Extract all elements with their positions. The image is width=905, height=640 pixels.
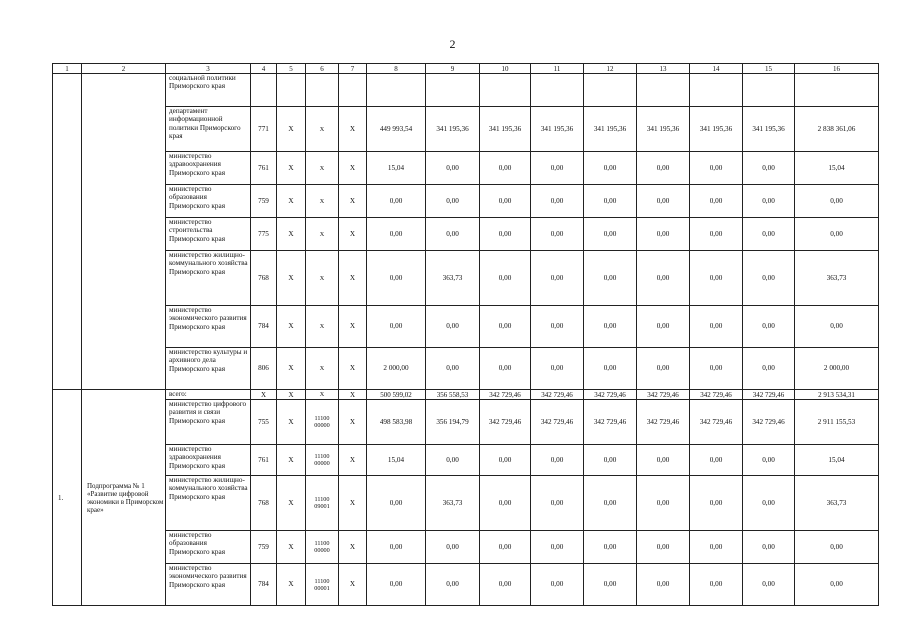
expense-type-cell: X <box>339 531 367 564</box>
section-code-cell: X <box>277 152 306 185</box>
target-article-cell: 11100 00000 <box>306 531 339 564</box>
amount-cell-9: 0,00 <box>426 185 480 218</box>
grbs-code-cell: 761 <box>251 152 277 185</box>
amount-cell-15: 0,00 <box>743 185 795 218</box>
amount-cell-12: 341 195,36 <box>584 107 637 152</box>
amount-cell-8: 498 583,98 <box>367 400 426 445</box>
amount-cell-8: 0,00 <box>367 531 426 564</box>
row-number-cell <box>53 74 82 390</box>
amount-cell-14: 342 729,46 <box>690 390 743 400</box>
target-article-cell: X <box>306 251 339 306</box>
amount-cell-12: 0,00 <box>584 218 637 251</box>
amount-cell-15: 0,00 <box>743 476 795 531</box>
amount-cell-14: 0,00 <box>690 185 743 218</box>
column-number-9: 9 <box>426 64 480 74</box>
amount-cell-15: 342 729,46 <box>743 390 795 400</box>
amount-cell-15: 0,00 <box>743 445 795 476</box>
amount-cell-16: 15,04 <box>795 445 879 476</box>
amount-cell-10: 0,00 <box>480 306 531 348</box>
amount-cell-14: 341 195,36 <box>690 107 743 152</box>
table-row <box>53 531 879 564</box>
amount-cell-10: 0,00 <box>480 476 531 531</box>
responsible-executor-cell: министерство жилищно-коммунального хозяйства Приморского края <box>166 251 251 306</box>
target-article-cell: X <box>306 185 339 218</box>
amount-cell-10: 0,00 <box>480 445 531 476</box>
amount-cell-11 <box>531 74 584 107</box>
section-code-cell: X <box>277 564 306 606</box>
section-code-cell: X <box>277 107 306 152</box>
column-number-7: 7 <box>339 64 367 74</box>
section-code-cell: X <box>277 251 306 306</box>
amount-cell-14: 0,00 <box>690 564 743 606</box>
expense-type-cell: X <box>339 306 367 348</box>
amount-cell-11: 342 729,46 <box>531 390 584 400</box>
amount-cell-8: 0,00 <box>367 218 426 251</box>
amount-cell-9: 341 195,36 <box>426 107 480 152</box>
section-code-cell: X <box>277 531 306 564</box>
amount-cell-13 <box>637 74 690 107</box>
grbs-code-cell: 768 <box>251 476 277 531</box>
table-row <box>53 306 879 348</box>
amount-cell-15: 0,00 <box>743 348 795 390</box>
target-article-cell: 11100 00000 <box>306 445 339 476</box>
amount-cell-12: 0,00 <box>584 185 637 218</box>
amount-cell-13: 0,00 <box>637 218 690 251</box>
expense-type-cell: X <box>339 251 367 306</box>
table-row <box>53 218 879 251</box>
amount-cell-9: 0,00 <box>426 152 480 185</box>
amount-cell-11: 0,00 <box>531 445 584 476</box>
amount-cell-16: 2 000,00 <box>795 348 879 390</box>
amount-cell-16: 2 911 155,53 <box>795 400 879 445</box>
amount-cell-13: 0,00 <box>637 445 690 476</box>
amount-cell-15 <box>743 74 795 107</box>
table-row <box>53 390 879 400</box>
column-number-10: 10 <box>480 64 531 74</box>
amount-cell-13: 0,00 <box>637 476 690 531</box>
responsible-executor-cell: министерство культуры и архивного дела Приморского края <box>166 348 251 390</box>
amount-cell-11: 0,00 <box>531 152 584 185</box>
amount-cell-13: 0,00 <box>637 251 690 306</box>
amount-cell-10: 0,00 <box>480 348 531 390</box>
amount-cell-14: 342 729,46 <box>690 400 743 445</box>
amount-cell-8: 0,00 <box>367 306 426 348</box>
amount-cell-12: 342 729,46 <box>584 400 637 445</box>
expense-type-cell: X <box>339 564 367 606</box>
amount-cell-13: 0,00 <box>637 152 690 185</box>
target-article-cell: X <box>306 218 339 251</box>
grbs-code-cell: 759 <box>251 185 277 218</box>
amount-cell-9: 0,00 <box>426 306 480 348</box>
amount-cell-15: 0,00 <box>743 531 795 564</box>
column-number-6: 6 <box>306 64 339 74</box>
amount-cell-16: 2 838 361,06 <box>795 107 879 152</box>
amount-cell-8: 15,04 <box>367 152 426 185</box>
amount-cell-9: 356 558,53 <box>426 390 480 400</box>
amount-cell-15: 0,00 <box>743 564 795 606</box>
amount-cell-8: 0,00 <box>367 564 426 606</box>
responsible-executor-cell: министерство цифрового развития и связи Приморского края <box>166 400 251 445</box>
amount-cell-12: 342 729,46 <box>584 390 637 400</box>
amount-cell-10: 0,00 <box>480 152 531 185</box>
amount-cell-15: 0,00 <box>743 152 795 185</box>
amount-cell-8: 449 993,54 <box>367 107 426 152</box>
amount-cell-14: 0,00 <box>690 476 743 531</box>
amount-cell-11: 0,00 <box>531 531 584 564</box>
amount-cell-9: 363,73 <box>426 476 480 531</box>
amount-cell-8: 15,04 <box>367 445 426 476</box>
amount-cell-16: 0,00 <box>795 531 879 564</box>
amount-cell-9: 356 194,79 <box>426 400 480 445</box>
table-row <box>53 400 879 445</box>
amount-cell-10 <box>480 74 531 107</box>
target-article-cell: X <box>306 107 339 152</box>
column-number-8: 8 <box>367 64 426 74</box>
program-name-cell: Подпрограмма № 1 «Развитие цифровой экономики в Приморском крае» <box>82 390 166 606</box>
amount-cell-13: 0,00 <box>637 185 690 218</box>
expense-type-cell: X <box>339 476 367 531</box>
amount-cell-13: 0,00 <box>637 348 690 390</box>
header-row <box>53 64 879 74</box>
target-article-cell: X <box>306 306 339 348</box>
amount-cell-8: 0,00 <box>367 251 426 306</box>
target-article-cell: X <box>306 348 339 390</box>
amount-cell-11: 341 195,36 <box>531 107 584 152</box>
amount-cell-16: 0,00 <box>795 185 879 218</box>
grbs-code-cell: 768 <box>251 251 277 306</box>
amount-cell-13: 0,00 <box>637 306 690 348</box>
expense-type-cell: X <box>339 107 367 152</box>
amount-cell-11: 0,00 <box>531 306 584 348</box>
amount-cell-13: 342 729,46 <box>637 390 690 400</box>
section-code-cell: X <box>277 185 306 218</box>
amount-cell-15: 342 729,46 <box>743 400 795 445</box>
expense-type-cell: X <box>339 152 367 185</box>
responsible-executor-cell: министерство здравоохранения Приморского края <box>166 152 251 185</box>
expense-type-cell: X <box>339 218 367 251</box>
amount-cell-9: 0,00 <box>426 564 480 606</box>
grbs-code-cell: 755 <box>251 400 277 445</box>
amount-cell-10: 342 729,46 <box>480 390 531 400</box>
column-number-16: 16 <box>795 64 879 74</box>
budget-table <box>52 63 879 606</box>
amount-cell-9: 0,00 <box>426 348 480 390</box>
column-number-5: 5 <box>277 64 306 74</box>
amount-cell-9: 363,73 <box>426 251 480 306</box>
amount-cell-12: 0,00 <box>584 531 637 564</box>
table-row <box>53 107 879 152</box>
target-article-cell: X <box>306 390 339 400</box>
amount-cell-15: 0,00 <box>743 306 795 348</box>
amount-cell-11: 0,00 <box>531 348 584 390</box>
amount-cell-8: 500 599,02 <box>367 390 426 400</box>
responsible-executor-cell: министерство экономического развития Приморского края <box>166 306 251 348</box>
amount-cell-10: 341 195,36 <box>480 107 531 152</box>
column-number-13: 13 <box>637 64 690 74</box>
grbs-code-cell: 784 <box>251 564 277 606</box>
amount-cell-10: 0,00 <box>480 251 531 306</box>
table-row <box>53 74 879 107</box>
amount-cell-12: 0,00 <box>584 152 637 185</box>
column-number-1: 1 <box>53 64 82 74</box>
responsible-executor-cell: всего: <box>166 390 251 400</box>
expense-type-cell: X <box>339 185 367 218</box>
amount-cell-13: 341 195,36 <box>637 107 690 152</box>
amount-cell-11: 342 729,46 <box>531 400 584 445</box>
amount-cell-10: 0,00 <box>480 185 531 218</box>
amount-cell-8: 0,00 <box>367 476 426 531</box>
target-article-cell: 11100 00001 <box>306 564 339 606</box>
amount-cell-13: 0,00 <box>637 531 690 564</box>
amount-cell-14: 0,00 <box>690 218 743 251</box>
responsible-executor-cell: министерство жилищно-коммунального хозяйства Приморского края <box>166 476 251 531</box>
amount-cell-12: 0,00 <box>584 476 637 531</box>
responsible-executor-cell: министерство образования Приморского края <box>166 531 251 564</box>
section-code-cell <box>277 74 306 107</box>
amount-cell-13: 342 729,46 <box>637 400 690 445</box>
table-row <box>53 348 879 390</box>
column-number-4: 4 <box>251 64 277 74</box>
amount-cell-11: 0,00 <box>531 251 584 306</box>
amount-cell-12: 0,00 <box>584 445 637 476</box>
section-code-cell: X <box>277 218 306 251</box>
section-code-cell: X <box>277 476 306 531</box>
amount-cell-16: 0,00 <box>795 306 879 348</box>
responsible-executor-cell: департамент информационной политики Приморского края <box>166 107 251 152</box>
target-article-cell: X <box>306 152 339 185</box>
amount-cell-13: 0,00 <box>637 564 690 606</box>
amount-cell-10: 342 729,46 <box>480 400 531 445</box>
section-code-cell: X <box>277 348 306 390</box>
column-number-11: 11 <box>531 64 584 74</box>
amount-cell-12 <box>584 74 637 107</box>
grbs-code-cell: 771 <box>251 107 277 152</box>
amount-cell-15: 0,00 <box>743 251 795 306</box>
expense-type-cell: X <box>339 390 367 400</box>
section-code-cell: X <box>277 390 306 400</box>
target-article-cell: 11100 09001 <box>306 476 339 531</box>
amount-cell-16: 0,00 <box>795 218 879 251</box>
amount-cell-14: 0,00 <box>690 531 743 564</box>
amount-cell-16: 2 913 534,31 <box>795 390 879 400</box>
expense-type-cell: X <box>339 445 367 476</box>
grbs-code-cell: 784 <box>251 306 277 348</box>
table-row <box>53 564 879 606</box>
section-code-cell: X <box>277 306 306 348</box>
amount-cell-11: 0,00 <box>531 564 584 606</box>
table-row <box>53 152 879 185</box>
amount-cell-16 <box>795 74 879 107</box>
amount-cell-14: 0,00 <box>690 152 743 185</box>
amount-cell-10: 0,00 <box>480 531 531 564</box>
column-number-3: 3 <box>166 64 251 74</box>
amount-cell-12: 0,00 <box>584 564 637 606</box>
expense-type-cell: X <box>339 348 367 390</box>
responsible-executor-cell: министерство строительства Приморского края <box>166 218 251 251</box>
amount-cell-16: 0,00 <box>795 564 879 606</box>
amount-cell-9: 0,00 <box>426 531 480 564</box>
grbs-code-cell: 775 <box>251 218 277 251</box>
column-number-14: 14 <box>690 64 743 74</box>
amount-cell-11: 0,00 <box>531 185 584 218</box>
expense-type-cell <box>339 74 367 107</box>
amount-cell-14 <box>690 74 743 107</box>
grbs-code-cell: X <box>251 390 277 400</box>
amount-cell-14: 0,00 <box>690 251 743 306</box>
target-article-cell: 11100 00000 <box>306 400 339 445</box>
column-number-15: 15 <box>743 64 795 74</box>
responsible-executor-cell: министерство здравоохранения Приморского края <box>166 445 251 476</box>
expense-type-cell: X <box>339 400 367 445</box>
grbs-code-cell <box>251 74 277 107</box>
responsible-executor-cell: социальной политики Приморского края <box>166 74 251 107</box>
amount-cell-9: 0,00 <box>426 445 480 476</box>
amount-cell-8 <box>367 74 426 107</box>
amount-cell-14: 0,00 <box>690 306 743 348</box>
table-row <box>53 251 879 306</box>
amount-cell-14: 0,00 <box>690 348 743 390</box>
amount-cell-8: 2 000,00 <box>367 348 426 390</box>
responsible-executor-cell: министерство экономического развития Приморского края <box>166 564 251 606</box>
amount-cell-9: 0,00 <box>426 218 480 251</box>
amount-cell-12: 0,00 <box>584 348 637 390</box>
table-row <box>53 476 879 531</box>
amount-cell-16: 15,04 <box>795 152 879 185</box>
amount-cell-14: 0,00 <box>690 445 743 476</box>
column-number-12: 12 <box>584 64 637 74</box>
responsible-executor-cell: министерство образования Приморского края <box>166 185 251 218</box>
amount-cell-12: 0,00 <box>584 306 637 348</box>
amount-cell-10: 0,00 <box>480 218 531 251</box>
row-number-cell: 1. <box>53 390 82 606</box>
amount-cell-11: 0,00 <box>531 476 584 531</box>
amount-cell-15: 0,00 <box>743 218 795 251</box>
program-name-cell <box>82 74 166 390</box>
amount-cell-15: 341 195,36 <box>743 107 795 152</box>
grbs-code-cell: 806 <box>251 348 277 390</box>
grbs-code-cell: 761 <box>251 445 277 476</box>
grbs-code-cell: 759 <box>251 531 277 564</box>
amount-cell-12: 0,00 <box>584 251 637 306</box>
amount-cell-16: 363,73 <box>795 476 879 531</box>
page-number: 2 <box>449 37 456 51</box>
amount-cell-10: 0,00 <box>480 564 531 606</box>
amount-cell-8: 0,00 <box>367 185 426 218</box>
amount-cell-9 <box>426 74 480 107</box>
column-number-2: 2 <box>82 64 166 74</box>
target-article-cell <box>306 74 339 107</box>
amount-cell-16: 363,73 <box>795 251 879 306</box>
section-code-cell: X <box>277 400 306 445</box>
table-row <box>53 185 879 218</box>
section-code-cell: X <box>277 445 306 476</box>
table-row <box>53 445 879 476</box>
amount-cell-11: 0,00 <box>531 218 584 251</box>
